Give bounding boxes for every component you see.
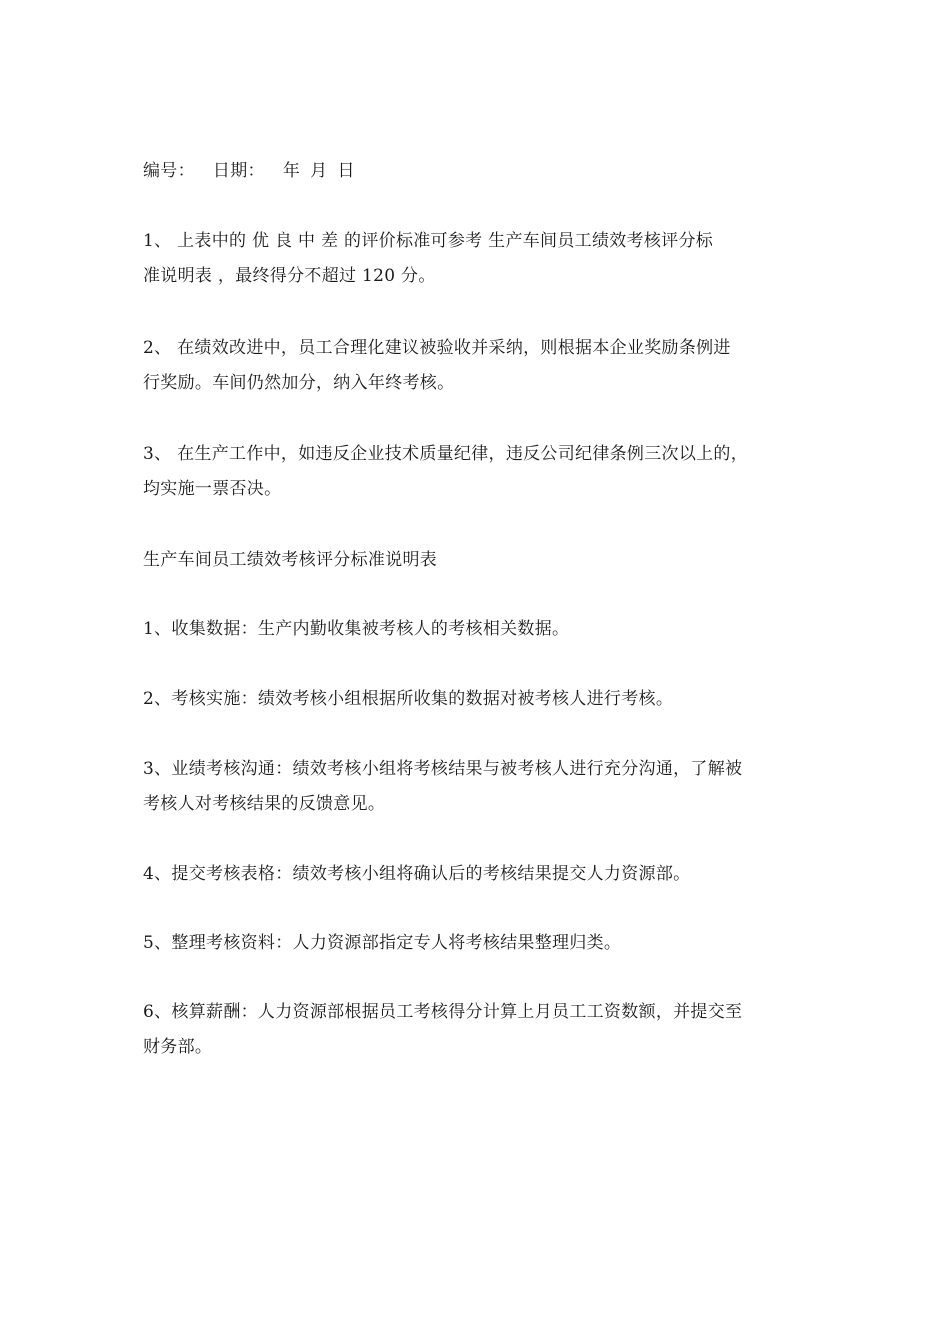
day-label: 日 [337,161,355,181]
number-label: 编号： [143,161,195,181]
step-6-line-2: 财务部。 [143,1037,213,1057]
step-5-line-1: 5、整理考核资料：人力资源部指定专人将考核结果整理归类。 [143,933,622,953]
step-3-line-1: 3、业绩考核沟通：绩效考核小组将考核结果与被考核人进行充分沟通，了解被 [143,759,743,779]
step-3-line-2: 考核人对考核结果的反馈意见。 [143,794,386,814]
note-3-line-1: 3、 在生产工作中，如违反企业技术质量纪律，违反公司纪律条例三次以上的， [143,444,749,464]
step-2-line-1: 2、考核实施：绩效考核小组根据所收集的数据对被考核人进行考核。 [143,689,674,709]
step-4-line-1: 4、提交考核表格：绩效考核小组将确认后的考核结果提交人力资源部。 [143,864,691,884]
note-2-line-1: 2、 在绩效改进中，员工合理化建议被验收并采纳，则根据本企业奖励条例进 [143,338,731,358]
year-label: 年 [282,161,301,181]
date-label: 日期： [212,161,265,181]
header-line [143,160,355,182]
month-label: 月 [310,161,328,181]
note-1-line-1: 1、 上表中的 优 良 中 差 的评价标准可参考 生产车间员工绩效考核评分标 [143,231,714,251]
section-title: 生产车间员工绩效考核评分标准说明表 [143,550,438,570]
note-3-line-2: 均实施一票否决。 [143,479,282,499]
step-1-line-1: 1、收集数据：生产内勤收集被考核人的考核相关数据。 [143,619,570,639]
step-6-line-1: 6、核算薪酬：人力资源部根据员工考核得分计算上月员工工资数额，并提交至 [143,1002,743,1022]
note-2-line-2: 行奖励。车间仍然加分，纳入年终考核。 [143,373,455,393]
note-1-line-2: 准说明表 ，最终得分不超过 120 分。 [143,266,436,286]
